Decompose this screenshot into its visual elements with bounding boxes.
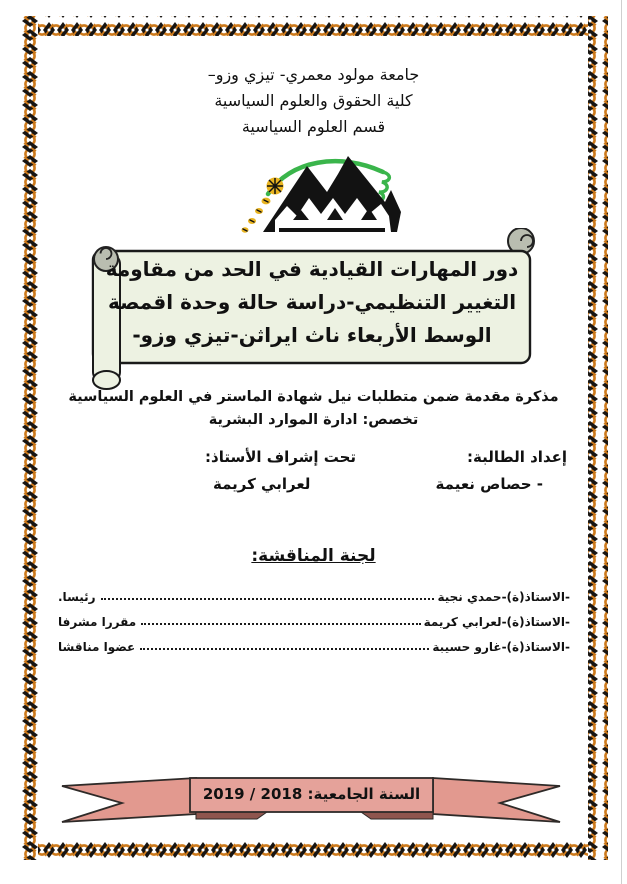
student-name: - حصاص نعيمة: [435, 475, 543, 493]
supervisor-name: لعرابي كريمة: [213, 475, 311, 493]
committee-member-role: عضوا مناقشا: [58, 640, 136, 654]
thesis-title: [98, 253, 526, 352]
border-right: [588, 16, 608, 860]
student-label: إعداد الطالبة:: [467, 448, 567, 466]
scan-edge-line: [621, 0, 622, 884]
committee-list: [58, 584, 570, 659]
border-top: [18, 16, 593, 36]
committee-member-name: -الاستاذ(ة)-غارو حسيبة: [432, 640, 570, 654]
border-bottom: [18, 840, 608, 860]
dotted-leader: [101, 597, 435, 600]
committee-member-role: رئيسا.: [58, 590, 96, 604]
dotted-leader: [140, 647, 429, 650]
supervisor-label: تحت إشراف الأستاذ:: [205, 448, 357, 466]
faculty-name: كلية الحقوق والعلوم السياسية: [214, 91, 413, 110]
degree-requirement-line: مذكرة مقدمة ضمن متطلبات نيل شهادة الماستر في العلوم السياسية: [68, 389, 559, 405]
academic-year: السنة الجامعية: 2018 / 2019: [202, 785, 421, 803]
thesis-title-line: الوسط الأربعاء ناث ايراثن-تيزي وزو-: [132, 323, 492, 347]
committee-row: [58, 609, 570, 629]
committee-member-name: -الاستاذ(ة)-لعرابي كريمة: [423, 615, 570, 629]
committee-member-role: مقررا مشرفا: [58, 615, 137, 629]
university-name: جامعة مولود معمري- تيزي وزو–: [207, 65, 420, 84]
committee-heading: لجنة المناقشة:: [251, 546, 376, 566]
dotted-leader: [141, 622, 420, 625]
committee-row: [58, 584, 570, 604]
degree-subtitle: [50, 386, 577, 432]
thesis-title-line: دور المهارات القيادية في الحد من مقاومة: [105, 257, 519, 281]
thesis-title-line: التغيير التنظيمي-دراسة حالة وحدة اقمصة: [107, 290, 517, 314]
committee-member-name: -الاستاذ(ة)-حمدي نجية: [437, 590, 570, 604]
committee-row: [58, 634, 570, 654]
border-left: [18, 16, 38, 860]
speciality-line: تخصص: ادارة الموارد البشرية: [208, 412, 419, 428]
university-mountains-logo: [235, 150, 405, 235]
department-name: قسم العلوم السياسية: [241, 117, 386, 136]
institution-header: [60, 62, 567, 140]
